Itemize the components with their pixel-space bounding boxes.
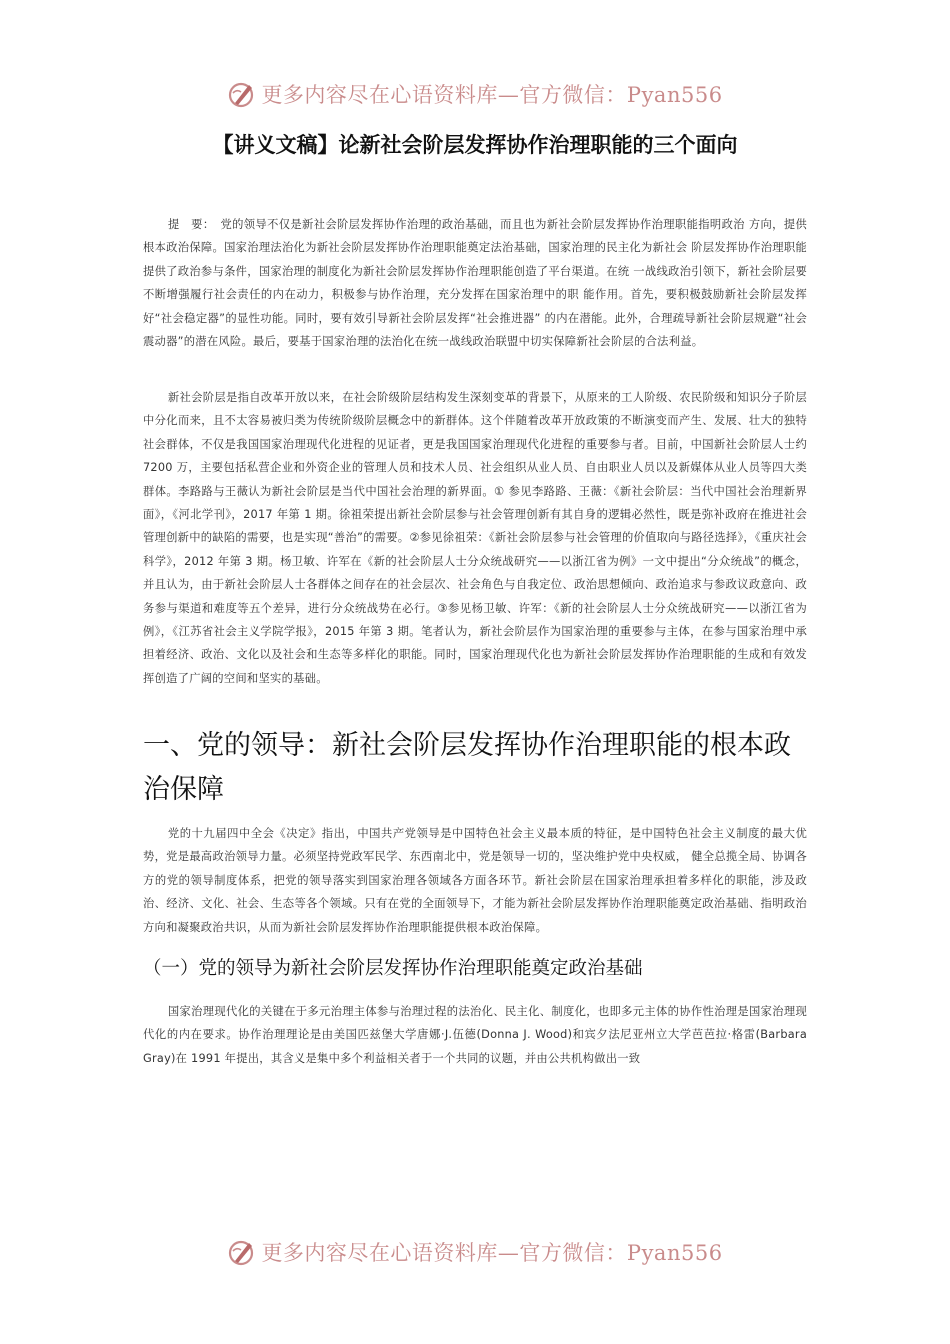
document-title: 【讲义文稿】论新社会阶层发挥协作治理职能的三个面向 bbox=[212, 133, 738, 157]
abstract-paragraph: 提 要： 党的领导不仅是新社会阶层发挥协作治理的政治基础，而且也为新社会阶层发挥协作治理职能指明政治 方向，提供根本政治保障。国家治理法治化为新社会阶层发挥协作治理职能奠定法治基础，国家治理的民主化为新社会 阶层发挥协作治理职能提供了政治参与条件，国家治理的制度化为新社会阶层发挥协作治理职能创造了平台渠道。在统 一战线政治引领下，新社会阶层要不断增强履行社会责任的内在动力，积极参与协作治理，充分发挥在国家治理中的职 能作用。首先，要积极鼓励新社会阶层发挥好“社会稳定器”的显性功能。同时，要有效引导新社会阶层发挥“社会推进器” 的内在潜能。此外，合理疏导新社会阶层规避“社会震动器”的潜在风险。最后，要基于国家治理的法治化在统一战线政治联盟中切实保障新社会阶层的合法利益。 bbox=[143, 218, 807, 349]
banner-text: 更多内容尽在心语资料库—官方微信：Pyan556 bbox=[261, 83, 723, 107]
quill-pen-logo-icon bbox=[227, 1237, 257, 1267]
banner-text: 更多内容尽在心语资料库—官方微信：Pyan556 bbox=[261, 1241, 723, 1265]
section-body-paragraph: 党的十九届四中全会《决定》指出，中国共产党领导是中国特色社会主义最本质的特征，是中国特色社会主义制度的最大优势，党是最高政治领导力量。必须坚持党政军民学、东西南北中，党是领导一切的，坚决维护党中央权威， 健全总揽全局、协调各方的党的领导制度体系，把党的领导落实到国家治理各领域各方面各环节。新社会阶层在国家治理承担着多样化的职能，涉及政治、经济、文化、社会、生态等各个领域。只有在党的全面领导下，才能为新社会阶层发挥协作治理职能奠定政治基础、指明政治方向和凝聚政治共识，从而为新社会阶层发挥协作治理职能提供根本政治保障。 bbox=[143, 827, 807, 934]
intro-paragraph: 新社会阶层是指自改革开放以来，在社会阶级阶层结构发生深刻变革的背景下，从原来的工人阶级、农民阶级和知识分子阶层中分化而来，且不太容易被归类为传统阶级阶层概念中的新群体。这个伴随着改革开放政策的不断演变而产生、发展、壮大的独特社会群体，不仅是我国国家治理现代化进程的见证者，更是我国国家治理现代化进程的重要参与者。目前，中国新社会阶层人士约 7200 万，主要包括私营企业和外资企业的管理人员和技术人员、社会组织从业人员、自由职业人员以及新媒体从业人员等四大类群体。李路路与王薇认为新社会阶层是当代中国社会治理的新界面。① 参见李路路、王薇：《新社会阶层：当代中国社会治理新界面》，《河北学刊》，2017 年第 1 期。徐祖荣提出新社会阶层参与社会管理创新有其自身的逻辑必然性，既是弥补政府在推进社会管理创新中的缺陷的需要，也是实现“善治”的需要。②参见徐祖荣：《新社会阶层参与社会管理的价值取向与路径选择》，《重庆社会科学》，2012 年第 3 期。杨卫敏、许军在《新的社会阶层人士分众统战研究——以浙江省为例》一文中提出“分众统战”的概念，并且认为，由于新社会阶层人士各群体之间存在的社会层次、社会角色与自我定位、政治思想倾向、政治追求与参政议政意向、政务参与渠道和难度等五个差异，进行分众统战势在必行。③参见杨卫敏、许军：《新的社会阶层人士分众统战研究——以浙江省为例》，《江苏省社会主义学院学报》，2015 年第 3 期。笔者认为，新社会阶层作为国家治理的重要参与主体，在参与国家治理中承担着经济、政治、文化以及社会和生态等多样化的职能。同时，国家治理现代化也为新社会阶层发挥协作治理职能的生成和有效发挥创造了广阔的空间和坚实的基础。 bbox=[143, 391, 807, 685]
subsection-heading: （一）党的领导为新社会阶层发挥协作治理职能奠定政治基础 bbox=[143, 958, 643, 979]
header-banner bbox=[0, 74, 950, 114]
section-heading: 一、党的领导：新社会阶层发挥协作治理职能的根本政治保障 bbox=[143, 730, 791, 805]
footer-banner bbox=[0, 1232, 950, 1272]
quill-pen-logo-icon bbox=[227, 79, 257, 109]
subsection-body-paragraph: 国家治理现代化的关键在于多元治理主体参与治理过程的法治化、民主化、制度化，也即多元主体的协作性治理是国家治理现代化的内在要求。协作治理理论是由美国匹兹堡大学唐娜·J.伍德(Donna J. Wood)和宾夕法尼亚州立大学芭芭拉·格雷(Barbara Gray)在 1991 年提出，其含义是集中多个利益相关者于一个共同的议题，并由公共机构做出一致 bbox=[143, 1005, 807, 1065]
